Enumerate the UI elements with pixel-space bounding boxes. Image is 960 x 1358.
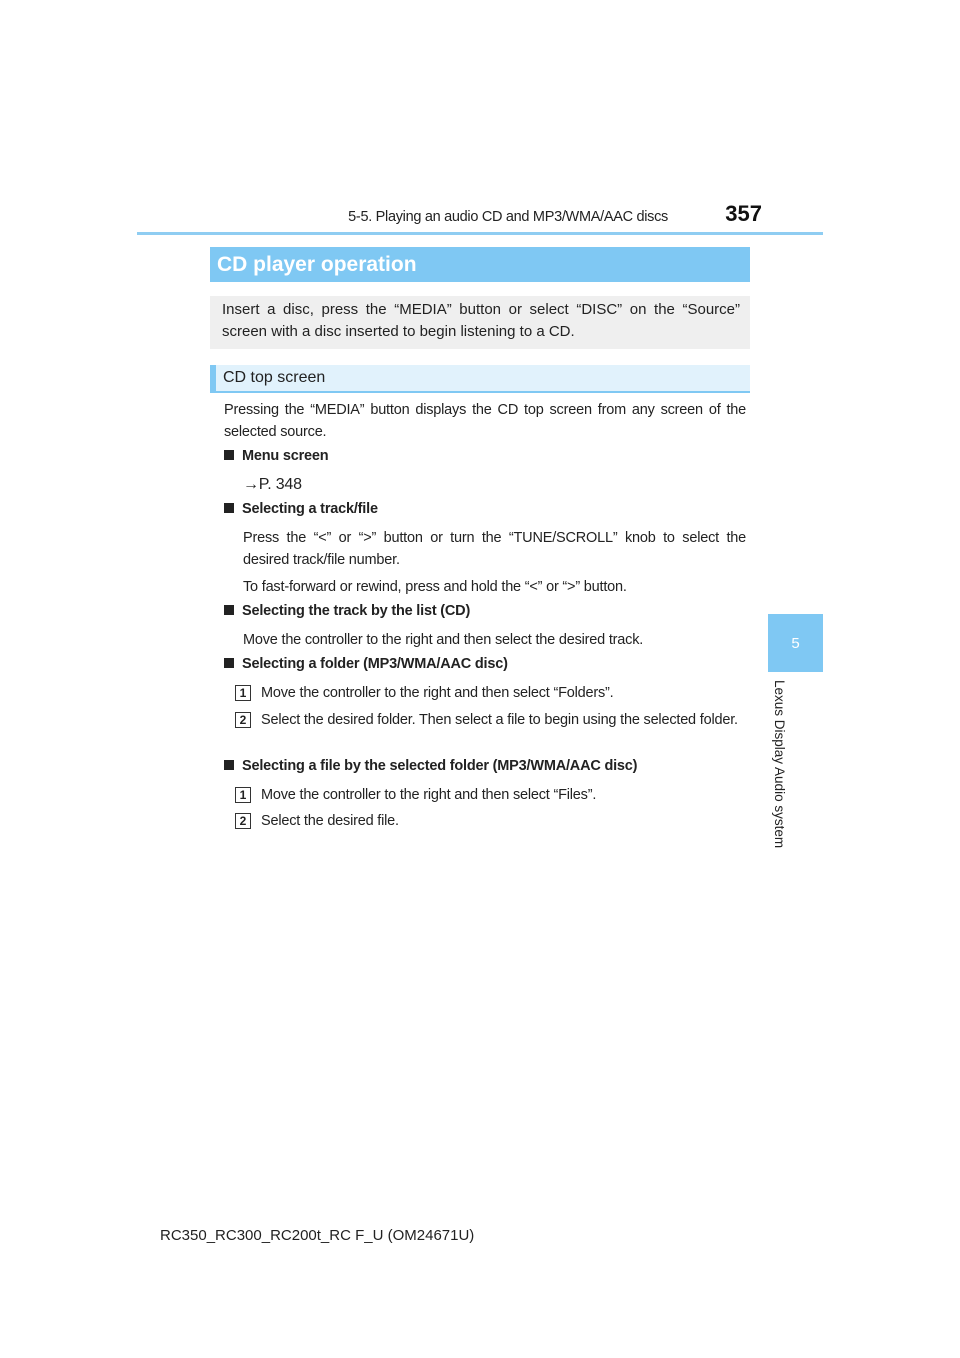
step-text: Move the controller to the right and then select “Folders”. bbox=[261, 685, 614, 701]
square-bullet-icon bbox=[224, 450, 234, 460]
intro-paragraph: Pressing the “MEDIA” button displays the CD top screen from any screen of the selected source. bbox=[224, 402, 746, 440]
bullet-title-text: Selecting a file by the selected folder (MP3/WMA/AAC disc) bbox=[242, 758, 638, 774]
square-bullet-icon bbox=[224, 658, 234, 668]
section-title: 5-5. Playing an audio CD and MP3/WMA/AAC discs bbox=[348, 209, 668, 225]
header-divider bbox=[137, 232, 823, 235]
intro-text: Insert a disc, press the “MEDIA” button or select “DISC” on the “Source” screen with a disc inserted to begin listening to a CD. bbox=[222, 301, 740, 340]
chapter-tab bbox=[768, 614, 823, 672]
bullet-select-file bbox=[224, 758, 637, 774]
bullet-title-text: Selecting a folder (MP3/WMA/AAC disc) bbox=[242, 656, 508, 672]
step-text: Select the desired file. bbox=[261, 813, 399, 829]
bullet-title-text: Selecting the track by the list (CD) bbox=[242, 603, 471, 619]
square-bullet-icon bbox=[224, 503, 234, 513]
subheading-title: CD top screen bbox=[223, 369, 326, 386]
bullet-track-by-list bbox=[224, 603, 470, 619]
intro-box bbox=[210, 296, 750, 349]
bullet-title-text: Selecting a track/file bbox=[242, 501, 378, 517]
chapter-label: Lexus Display Audio system bbox=[772, 680, 787, 849]
bullet-menu-screen bbox=[224, 448, 328, 464]
track-by-list-text: Move the controller to the right and then select the desired track. bbox=[243, 632, 644, 648]
square-bullet-icon bbox=[224, 760, 234, 770]
selecting-track-text: Press the “<” or “>” button or turn the “TUNE/SCROLL” knob to select the desired track/file number. bbox=[243, 530, 746, 568]
banner-title: CD player operation bbox=[217, 253, 417, 276]
subheading bbox=[210, 365, 750, 393]
bullet-select-folder bbox=[224, 656, 508, 672]
page-number: 357 bbox=[725, 201, 762, 226]
bullet-title-text: Menu screen bbox=[242, 448, 329, 464]
step-number-badge: 1 bbox=[235, 685, 251, 701]
footer-model-code: RC350_RC300_RC200t_RC F_U (OM24671U) bbox=[160, 1227, 475, 1244]
step-text: Select the desired folder. Then select a file to begin using the selected folder. bbox=[261, 712, 738, 728]
square-bullet-icon bbox=[224, 605, 234, 615]
chapter-label-container bbox=[768, 680, 796, 860]
step-number-badge: 2 bbox=[235, 813, 251, 829]
bullet-selecting-track bbox=[224, 501, 378, 517]
chapter-number: 5 bbox=[791, 634, 800, 652]
step-number-badge: 2 bbox=[235, 712, 251, 728]
fast-forward-text: To fast-forward or rewind, press and hold the “<” or “>” button. bbox=[243, 579, 627, 595]
section-banner bbox=[210, 247, 750, 282]
step-number-badge: 1 bbox=[235, 787, 251, 803]
step-text: Move the controller to the right and then select “Files”. bbox=[261, 787, 597, 803]
page-reference-link[interactable]: →P. 348 bbox=[243, 476, 302, 493]
